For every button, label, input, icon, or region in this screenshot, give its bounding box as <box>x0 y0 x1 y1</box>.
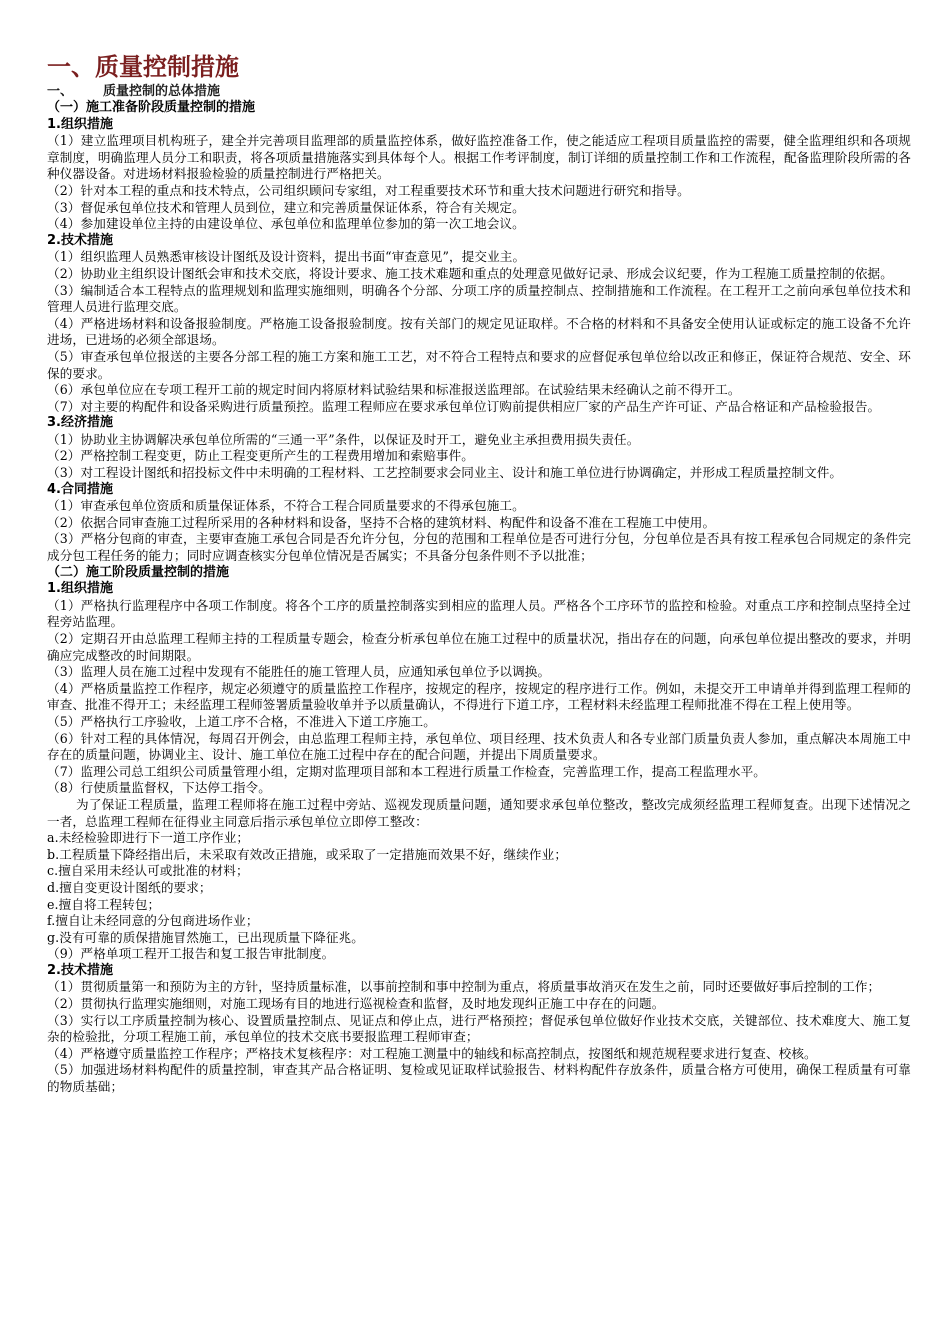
paragraph: （1）贯彻质量第一和预防为主的方针，坚持质量标准，以事前控制和事中控制为重点，将质量事故消灭在发生之前，同时还要做好事后控制的工作； <box>47 979 881 995</box>
paragraph: e.擅自将工程转包； <box>47 896 161 912</box>
paragraph: （6）承包单位应在专项工程开工前的规定时间内将原材料试验结果和标准报送监理部。在试验结果未经确认之前不得开工。 <box>47 382 741 398</box>
paragraph: d.擅自变更设计图纸的要求； <box>47 879 212 895</box>
paragraph: （5）加强进场材料构配件的质量控制，审查其产品合格证明、复检或见证取样试验报告、材料构配件存放条件，质量合格方可使用，确保工程质量有可靠的物质基础； <box>47 1062 911 1095</box>
measure-heading: 3.经济措施 <box>47 415 113 431</box>
paragraph: f.擅自让未经同意的分包商进场作业； <box>47 913 259 929</box>
paragraph: （2）协助业主组织设计图纸会审和技术交底，将设计要求、施工技术难题和重点的处理意见做好记录、形成会议纪要，作为工程施工质量控制的依据。 <box>47 265 893 281</box>
subsection-heading: （二）施工阶段质量控制的措施 <box>47 564 230 580</box>
paragraph: （2）定期召开由总监理工程师主持的工程质量专题会，检查分析承包单位在施工过程中的质量状况，指出存在的问题，向承包单位提出整改的要求，并明确应完成整改的时间期限。 <box>47 631 911 663</box>
paragraph: （3）实行以工序质量控制为核心、设置质量控制点、见证点和停止点，进行严格预控；督促承包单位做好作业技术交底，关键部位、技术难度大、施工复杂的检验批，分项工程施工前，承包单位的技术交底书要报监理工程师审查； <box>47 1012 911 1045</box>
measure-heading: 2.技术措施 <box>47 962 113 978</box>
paragraph: （1）严格执行监理程序中各项工作制度。将各个工序的质量控制落实到相应的监理人员。严格各个工序环节的监控和检验。对重点工序和控制点坚持全过程旁站监理。 <box>47 597 911 630</box>
measure-heading: 1.组织措施 <box>47 581 113 597</box>
paragraph: （6）针对工程的具体情况，每周召开例会，由总监理工程师主持，承包单位、项目经理、技术负责人和各专业部门质量负责人参加，重点解决本周施工中存在的质量问题，协调业主、设计、施工单位在施工过程中存在的配合问题，并提出下周质量要求。 <box>47 730 911 763</box>
document-body <box>47 52 911 1096</box>
paragraph: （3）监理人员在施工过程中发现有不能胜任的施工管理人员，应通知承包单位予以调换。 <box>47 664 551 680</box>
paragraph: （7）对主要的构配件和设备采购进行质量预控。监理工程师应在要求承包单位订购前提供相应厂家的产品生产许可证、产品合格证和产品检验报告。 <box>47 398 881 414</box>
measure-heading: 4.合同措施 <box>47 481 113 497</box>
paragraph: （2）针对本工程的重点和技术特点，公司组织顾问专家组，对工程重要技术环节和重大技术问题进行研究和指导。 <box>47 182 690 198</box>
section-heading <box>47 84 911 100</box>
subsection-heading: （一）施工准备阶段质量控制的措施 <box>47 100 256 115</box>
paragraph: b.工程质量下降经指出后，未采取有效改正措施，或采取了一定措施而效果不好，继续作业； <box>47 846 568 862</box>
paragraph: （5）审查承包单位报送的主要各分部工程的施工方案和施工工艺，对不符合工程特点和要求的应督促承包单位给以改正和修正，保证符合规范、安全、环保的要求。 <box>47 348 911 381</box>
paragraph: （1）组织监理人员熟悉审核设计图纸及设计资料，提出书面“审查意见”，提交业主。 <box>47 249 526 265</box>
paragraph: （2）依据合同审查施工过程所采用的各种材料和设备，坚持不合格的建筑材料、构配件和设备不准在工程施工中使用。 <box>47 514 716 530</box>
paragraph: （5）严格执行工序验收，上道工序不合格，不准进入下道工序施工。 <box>47 713 436 729</box>
paragraph: （7）监理公司总工组织公司质量管理小组，定期对监理项目部和本工程进行质量工作检查，完善监理工作，提高工程监理水平。 <box>47 763 766 779</box>
content-blocks <box>47 100 911 1096</box>
paragraph: （8）行使质量监督权，下达停工指令。 <box>47 780 271 796</box>
paragraph: （4）严格进场材料和设备报验制度。严格施工设备报验制度。按有关部门的规定见证取样。不合格的材料和不具备安全使用认证或标定的施工设备不允许进场，已进场的必须全部退场。 <box>47 315 911 348</box>
paragraph: c.擅自采用未经认可或批准的材料； <box>47 863 249 879</box>
measure-heading: 2.技术措施 <box>47 232 113 248</box>
page-title: 一、质量控制措施 <box>47 53 239 81</box>
measure-heading: 1.组织措施 <box>47 116 113 132</box>
paragraph: （2）贯彻执行监理实施细则，对施工现场有目的地进行巡视检查和监督，及时地发现纠正施工中存在的问题。 <box>47 996 665 1012</box>
paragraph: （3）编制适合本工程特点的监理规划和监理实施细则，明确各个分部、分项工序的质量控制点、控制措施和工作流程。在工程开工之前向承包单位技术和管理人员进行监理交底。 <box>47 282 911 315</box>
section-number: 一、 <box>47 84 74 99</box>
paragraph: a.未经检验即进行下一道工序作业； <box>47 830 250 846</box>
paragraph: （1）建立监理项目机构班子，建全并完善项目监理部的质量监控体系，做好监控准备工作，使之能适应工程项目质量监控的需要，健全监理组织和各项规章制度，明确监理人员分工和职责，将各项质量措施落实到具体每个人。根据工作考评制度，制订详细的质量控制工作和工作流程，配备监理阶段所需的各种仪器设备。对进场材料报验检验的质量控制进行严格把关。 <box>47 133 911 182</box>
paragraph: （1）审查承包单位资质和质量保证体系，不符合工程合同质量要求的不得承包施工。 <box>47 498 525 514</box>
paragraph: （3）严格分包商的审查，主要审查施工承包合同是否允许分包，分包的范围和工程单位是否可进行分包，分包单位是否具有按工程承包合同规定的条件完成分包工程任务的能力；同时应调查核实分包单位情况是否属实；不具备分包条件则不予以批准； <box>47 531 911 564</box>
paragraph: g.没有可靠的质保措施冒然施工，已出现质量下降征兆。 <box>47 929 364 945</box>
paragraph: （9）严格单项工程开工报告和复工报告审批制度。 <box>47 946 335 962</box>
paragraph: （4）严格质量监控工作程序，规定必须遵守的质量监控工作程序，按规定的程序，按规定的程序进行工作。例如，未提交开工申请单并得到监理工程师的审查、批准不得开工；未经监理工程师签署质量验收单并予以质量确认，不得进行下道工序，工程材料未经监理工程师批准不得在工程上使用等。 <box>47 680 911 713</box>
paragraph: （3）对工程设计图纸和招投标文件中未明确的工程材料、工艺控制要求会同业主、设计和施工单位进行协调确定，并形成工程质量控制文件。 <box>47 465 843 481</box>
paragraph: （1）协助业主协调解决承包单位所需的“三通一平”条件，以保证及时开工，避免业主承担费用损失责任。 <box>47 431 640 447</box>
paragraph: （2）严格控制工程变更，防止工程变更所产生的工程费用增加和索赔事件。 <box>47 448 475 464</box>
paragraph: （3）督促承包单位技术和管理人员到位，建立和完善质量保证体系，符合有关规定。 <box>47 199 525 215</box>
indented-paragraph: 为了保证工程质量，监理工程师将在施工过程中旁站、巡视发现质量问题，通知要求承包单位整改，整改完成须经监理工程师复查。出现下述情况之一者，总监理工程师在征得业主同意后指示承包单位立即停工整改： <box>47 796 911 829</box>
paragraph: （4）严格遵守质量监控工作程序；严格技术复核程序：对工程施工测量中的轴线和标高控制点，按图纸和规范规程要求进行复查、校核。 <box>47 1045 817 1061</box>
section-label: 质量控制的总体措施 <box>103 84 221 99</box>
paragraph: （4）参加建设单位主持的由建设单位、承包单位和监理单位参加的第一次工地会议。 <box>47 216 525 232</box>
